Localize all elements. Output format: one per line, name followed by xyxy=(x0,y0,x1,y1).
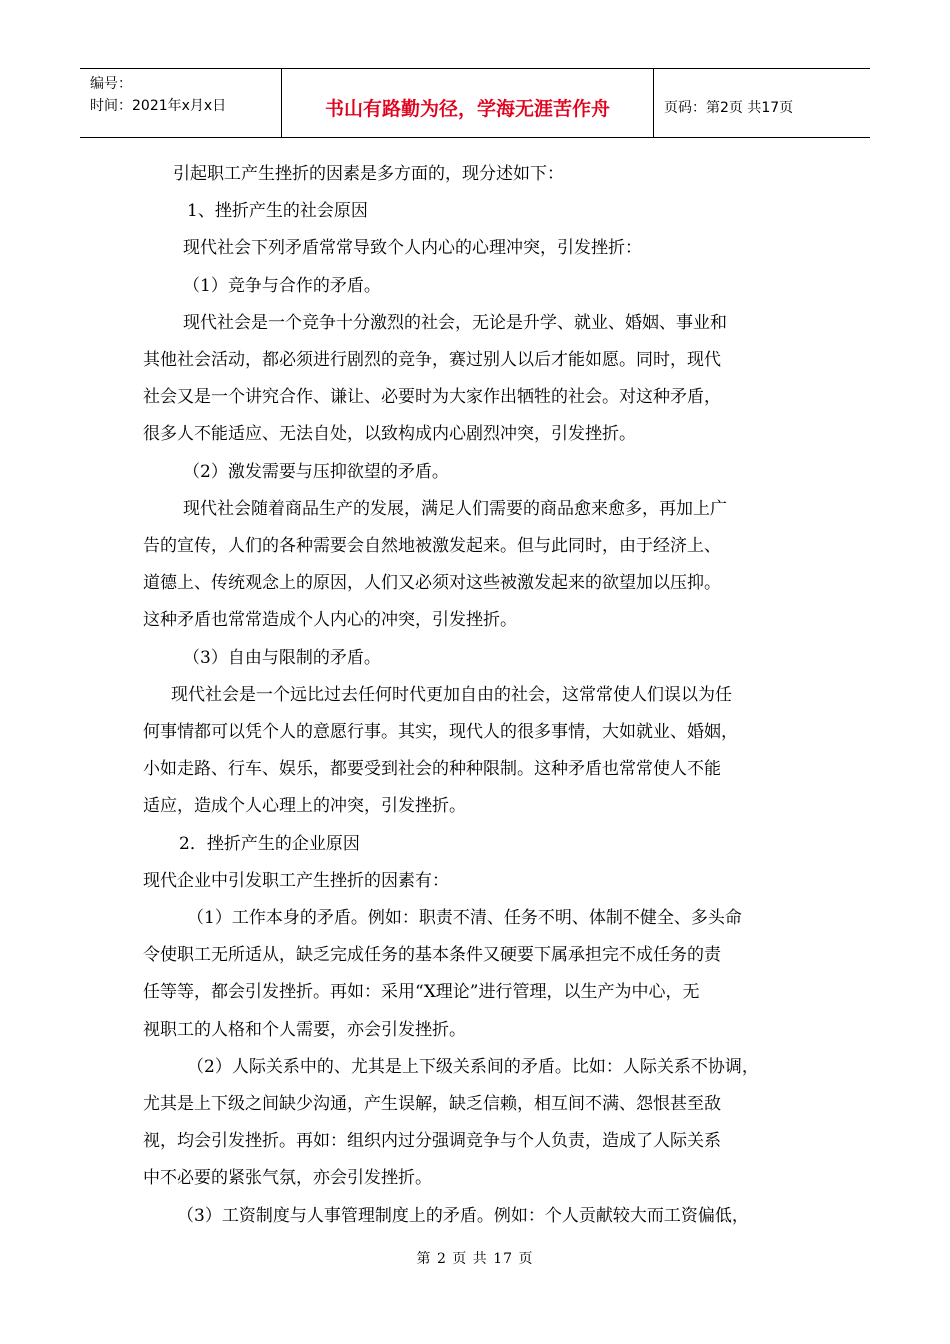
body-line: 适应，造成个人心理上的冲突，引发挫折。 xyxy=(143,796,466,817)
subsection-heading: （2）激发需要与压抑欲望的矛盾。 xyxy=(183,461,449,482)
page-footer: 第 2 页 共 17 页 xyxy=(416,1251,534,1267)
body-line: 现代企业中引发职工产生挫折的因素有： xyxy=(143,870,449,891)
body-line: 任等等，都会引发挫折。再如：采用“X理论”进行管理，以生产为中心，无 xyxy=(143,982,700,1003)
body-line: 社会又是一个讲究合作、谦让、必要时为大家作出牺牲的社会。对这种矛盾， xyxy=(143,387,721,408)
doc-date: 时间：2021年x月x日 xyxy=(90,98,227,114)
page-header xyxy=(80,68,870,138)
header-page-number: 页码：第2页 共17页 xyxy=(664,100,794,116)
body-line: 告的宣传，人们的各种需要会自然地被激发起来。但与此同时，由于经济上、 xyxy=(143,536,721,557)
body-line: 这种矛盾也常常造成个人内心的冲突，引发挫折。 xyxy=(143,610,517,631)
body-line: 现代社会下列矛盾常常导致个人内心的心理冲突，引发挫折： xyxy=(183,238,642,259)
section-heading: 2．挫折产生的企业原因 xyxy=(179,833,360,854)
subsection-heading: （1）竞争与合作的矛盾。 xyxy=(183,275,381,296)
body-line: 视，均会引发挫折。再如：组织内过分强调竞争与个人负责，造成了人际关系 xyxy=(143,1131,721,1152)
body-line: 现代社会是一个远比过去任何时代更加自由的社会，这常常使人们误以为任 xyxy=(171,684,732,705)
body-line: 引起职工产生挫折的因素是多方面的，现分述如下： xyxy=(173,164,564,184)
body-line: 道德上、传统观念上的原因，人们又必须对这些被激发起来的欲望加以压抑。 xyxy=(143,573,721,594)
body-line: （2）人际关系中的、尤其是上下级关系间的矛盾。比如：人际关系不协调， xyxy=(187,1056,759,1077)
body-line: 令使职工无所适从，缺乏完成任务的基本条件又硬要下属承担完不成任务的责 xyxy=(143,945,721,966)
header-motto: 书山有路勤为径，学海无涯苦作舟 xyxy=(282,69,654,137)
section-heading: 1、挫折产生的社会原因 xyxy=(187,201,368,222)
body-line: 现代社会随着商品生产的发展，满足人们需要的商品愈来愈多，再加上广 xyxy=(183,498,727,519)
body-line: （3）工资制度与人事管理制度上的矛盾。例如：个人贡献较大而工资偏低， xyxy=(177,1205,749,1226)
body-line: 其他社会活动，都必须进行剧烈的竞争，赛过别人以后才能如愿。同时，现代 xyxy=(143,350,721,371)
body-line: 尤其是上下级之间缺少沟通，产生误解，缺乏信赖，相互间不满、怨恨甚至敌 xyxy=(143,1094,721,1115)
body-line: 很多人不能适应、无法自处，以致构成内心剧烈冲突，引发挫折。 xyxy=(143,424,636,445)
body-line: 何事情都可以凭个人的意愿行事。其实，现代人的很多事情，大如就业、婚姻， xyxy=(143,722,738,743)
body-line: （1）工作本身的矛盾。例如：职责不清、任务不明、体制不健全、多头命 xyxy=(187,908,742,929)
doc-number: 编号： xyxy=(90,76,132,92)
body-line: 中不必要的紧张气氛，亦会引发挫折。 xyxy=(143,1168,432,1189)
body-line: 视职工的人格和个人需要，亦会引发挫折。 xyxy=(143,1019,466,1040)
subsection-heading: （3）自由与限制的矛盾。 xyxy=(183,647,381,668)
body-line: 小如走路、行车、娱乐，都要受到社会的种种限制。这种矛盾也常常使人不能 xyxy=(143,759,721,780)
document-body xyxy=(143,156,823,1235)
body-line: 现代社会是一个竞争十分激烈的社会，无论是升学、就业、婚姻、事业和 xyxy=(183,312,727,333)
header-info xyxy=(80,69,282,137)
